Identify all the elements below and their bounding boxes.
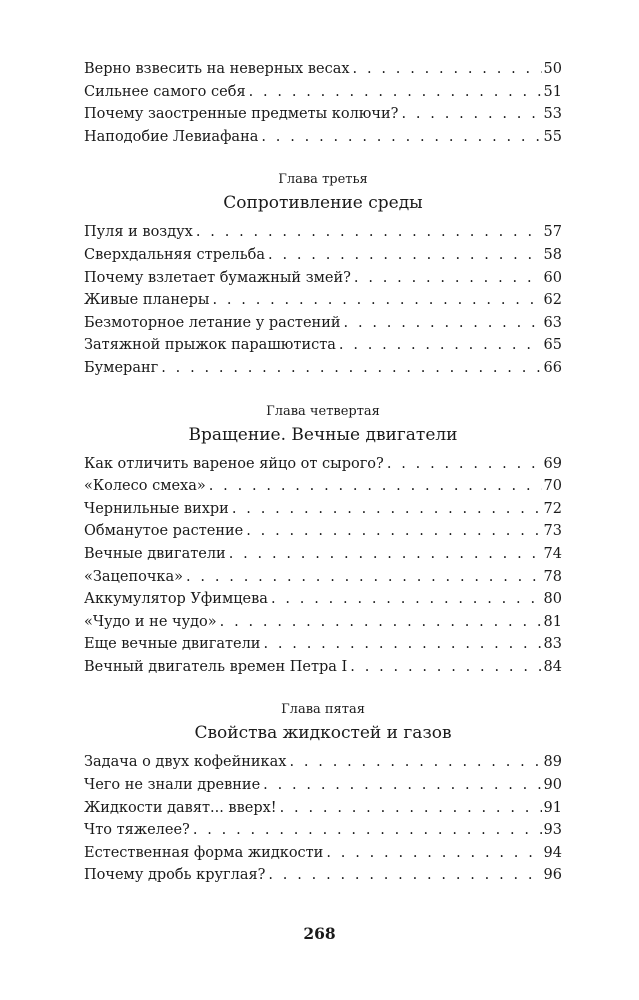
dot-leader: [212, 289, 541, 312]
toc-entry-page: 91: [543, 799, 562, 816]
toc-entry-page: 84: [543, 658, 562, 675]
toc-entry-page: 96: [543, 867, 562, 884]
toc-entry: [84, 221, 562, 244]
toc-entry-page: 89: [543, 754, 562, 771]
dot-leader: [271, 588, 542, 611]
chapter-label: Глава третья: [278, 172, 368, 188]
toc-entry: [84, 81, 562, 104]
toc-entry-title: Вечный двигатель времен Петра I: [84, 658, 348, 675]
dot-leader: [387, 453, 542, 476]
toc-entry-page: 69: [543, 455, 562, 472]
dot-leader: [326, 842, 541, 865]
toc-entry-page: 94: [543, 844, 562, 861]
chapter-label: Глава четвертая: [266, 403, 380, 419]
toc-entry-title: Сильнее самого себя: [84, 83, 246, 100]
toc-entry-page: 51: [543, 83, 562, 100]
dot-leader: [249, 81, 542, 104]
toc-entry: [84, 334, 562, 357]
dot-leader: [229, 543, 542, 566]
toc-entry: [84, 498, 562, 521]
table-of-contents: [84, 58, 562, 887]
toc-entry-title: Живые планеры: [84, 292, 210, 309]
dot-leader: [196, 221, 542, 244]
toc-entry-page: 63: [543, 314, 562, 331]
dot-leader: [261, 126, 541, 149]
dot-leader: [161, 357, 541, 380]
toc-entry-title: Бумеранг: [84, 359, 159, 376]
toc-entry-page: 50: [543, 61, 562, 77]
chapter-heading: [84, 401, 562, 447]
toc-entry-title: Почему дробь круглая?: [84, 867, 266, 884]
toc-entry: [84, 797, 562, 820]
toc-entry-page: 60: [543, 269, 562, 286]
toc-entry-title: Обманутое растение: [84, 523, 244, 540]
toc-entry-page: 55: [543, 128, 562, 145]
dot-leader: [401, 103, 541, 126]
toc-section-chapter-5: [84, 699, 562, 887]
toc-entry-title: Безмоторное летание у растений: [84, 314, 341, 331]
dot-leader: [246, 520, 541, 543]
toc-entry: [84, 520, 562, 543]
toc-entry: [84, 842, 562, 865]
toc-entry: [84, 103, 562, 126]
toc-section-chapter-3: [84, 169, 562, 379]
toc-entry-title: Задача о двух кофейниках: [84, 754, 287, 771]
toc-entry: [84, 543, 562, 566]
toc-entry-page: 53: [543, 106, 562, 123]
toc-entry-page: 65: [543, 337, 562, 354]
toc-entry-title: Наподобие Левиафана: [84, 128, 259, 145]
toc-entry-page: 81: [543, 613, 562, 630]
dot-leader: [232, 498, 542, 521]
dot-leader: [186, 566, 542, 589]
chapter-title: Свойства жидкостей и газов: [194, 723, 452, 744]
toc-entry-title: Сверхдальняя стрельба: [84, 246, 266, 263]
toc-entry: [84, 864, 562, 887]
toc-entry-page: 72: [543, 500, 562, 517]
toc-entry: [84, 566, 562, 589]
toc-section-chapter-4: [84, 401, 562, 679]
dot-leader: [193, 819, 542, 842]
dot-leader: [268, 244, 542, 267]
dot-leader: [209, 475, 542, 498]
toc-entry: [84, 289, 562, 312]
toc-entry-title: Почему заостренные предметы колючи?: [84, 106, 399, 123]
toc-entry-page: 80: [543, 591, 562, 608]
chapter-heading: [84, 699, 562, 745]
toc-entry-title: Затяжной прыжок парашютиста: [84, 337, 336, 354]
toc-entry: [84, 633, 562, 656]
dot-leader: [353, 58, 542, 81]
toc-entry-page: 73: [543, 523, 562, 540]
dot-leader: [280, 797, 542, 820]
toc-entry-title: Жидкости давят... вверх!: [84, 799, 277, 816]
dot-leader: [344, 312, 542, 335]
toc-entry-title: Что тяжелее?: [84, 822, 190, 839]
toc-section-continued: [84, 58, 562, 148]
toc-entry-page: 66: [543, 359, 562, 376]
toc-entry-title: «Зацепочка»: [84, 568, 184, 585]
toc-entry-page: 78: [543, 568, 562, 585]
toc-entry: [84, 126, 562, 149]
toc-entry-title: Аккумулятор Уфимцева: [84, 591, 268, 608]
toc-entry-title: Верно взвесить на неверных весах: [84, 61, 350, 77]
toc-entry: [84, 819, 562, 842]
toc-entry: [84, 774, 562, 797]
toc-entry: [84, 611, 562, 634]
toc-entry-page: 74: [543, 545, 562, 562]
dot-leader: [263, 633, 541, 656]
toc-entry: [84, 312, 562, 335]
dot-leader: [289, 751, 541, 774]
toc-entry-page: 90: [543, 777, 562, 794]
toc-entry: [84, 244, 562, 267]
page-number: 268: [303, 924, 336, 943]
dot-leader: [354, 267, 542, 290]
toc-entry-title: Чернильные вихри: [84, 500, 229, 517]
toc-entry-page: 58: [543, 246, 562, 263]
toc-entry: [84, 453, 562, 476]
toc-entry: [84, 267, 562, 290]
chapter-title: Вращение. Вечные двигатели: [188, 424, 458, 445]
chapter-label: Глава пятая: [281, 702, 365, 718]
toc-entry-title: Вечные двигатели: [84, 545, 226, 562]
toc-entry-title: Как отличить вареное яйцо от сырого?: [84, 455, 384, 472]
toc-entry: [84, 588, 562, 611]
toc-entry-title: Еще вечные двигатели: [84, 636, 261, 653]
dot-leader: [220, 611, 542, 634]
dot-leader: [350, 656, 541, 679]
toc-entry-title: Чего не знали древние: [84, 777, 261, 794]
toc-entry: [84, 357, 562, 380]
toc-entry-page: 70: [543, 478, 562, 495]
dot-leader: [268, 864, 541, 887]
toc-entry: [84, 656, 562, 679]
dot-leader: [263, 774, 541, 797]
toc-entry-page: 62: [543, 292, 562, 309]
toc-entry: [84, 475, 562, 498]
toc-entry-page: 83: [543, 636, 562, 653]
toc-entry: [84, 751, 562, 774]
dot-leader: [339, 334, 542, 357]
toc-entry: [84, 58, 562, 81]
chapter-heading: [84, 169, 562, 215]
toc-entry-title: Почему взлетает бумажный змей?: [84, 269, 351, 286]
toc-entry-title: «Чудо и не чудо»: [84, 613, 217, 630]
toc-entry-title: Пуля и воздух: [84, 224, 193, 241]
toc-entry-title: Естественная форма жидкости: [84, 844, 324, 861]
chapter-title: Сопротивление среды: [223, 193, 423, 214]
toc-entry-page: 57: [543, 224, 562, 241]
toc-entry-title: «Колесо смеха»: [84, 478, 206, 495]
toc-entry-page: 93: [543, 822, 562, 839]
